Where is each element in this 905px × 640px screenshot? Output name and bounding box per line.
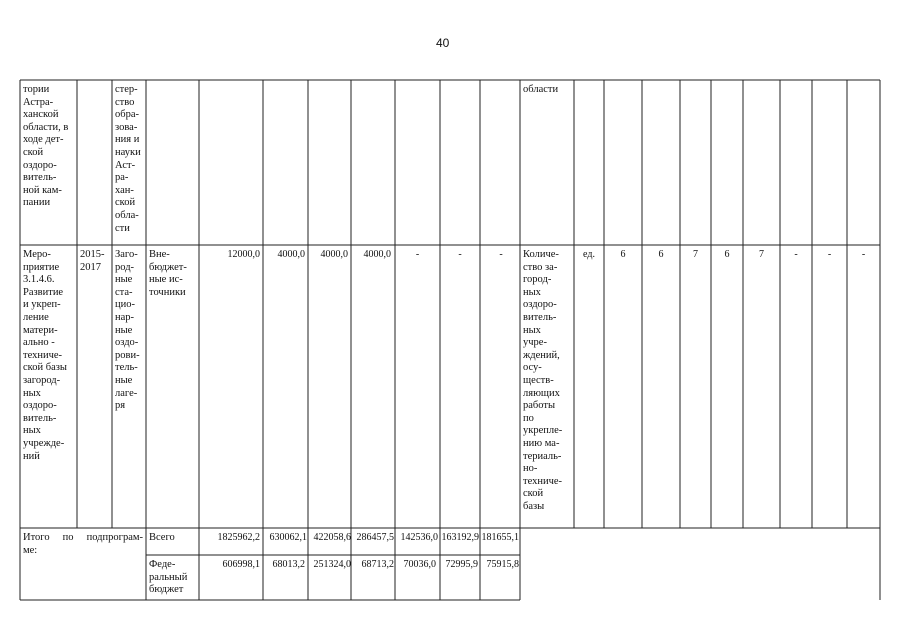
total-row-y2018: 163192,9: [441, 532, 479, 543]
federal-row-source: Феде- ральный бюджет: [149, 559, 188, 596]
federal-row-y2017: 70036,0: [403, 559, 436, 570]
total-row-y2014: 630062,1: [269, 532, 307, 543]
row1-indicator-cell: области: [523, 84, 559, 95]
row2-v2017: 6: [724, 249, 730, 260]
row2-y2018: -: [458, 249, 462, 260]
row2-total: 12000,0: [227, 249, 260, 260]
federal-row-y2018: 72995,9: [445, 559, 478, 570]
row2-v2020: -: [827, 249, 832, 260]
row2-v2016: 7: [693, 249, 698, 260]
row2-v2021: -: [861, 249, 866, 260]
page-number: 40: [436, 36, 450, 50]
row2-v2014: 6: [620, 249, 626, 260]
row2-event-cell: Меро- приятие 3.1.4.6. Развитие и укреп- ление матери- ально - техниче- ской базы загород- ных оздоро- витель- ных учрежде- ний: [23, 249, 67, 462]
row2-v2015: 6: [658, 249, 664, 260]
total-row-y2019: 181655,1: [481, 532, 519, 543]
row2-y2017: -: [415, 249, 420, 260]
total-row-label: Итого по подпрограм- ме:: [23, 532, 143, 556]
row2-executor-cell: Заго- род- ные ста- цио- нар- ные оздо- рови- тель- ные лаге- ря: [115, 249, 140, 412]
row2-v2019: -: [794, 249, 798, 260]
row2-unit: ед.: [583, 249, 595, 260]
row1-executor-cell: стер- ство обра- зова- ния и науки Аст- ра- хан- ской обла- сти: [115, 84, 141, 234]
total-row-y2017: 142536,0: [400, 532, 438, 543]
row2-y2015: 4000,0: [320, 249, 348, 260]
row2-y2019: -: [499, 249, 503, 260]
row2-source-cell: Вне- бюджет- ные ис- точники: [149, 249, 187, 298]
federal-row-y2014: 68013,2: [272, 559, 305, 570]
row2-indicator-cell: Количе- ство за- город- ных оздоро- витель- ных учре- ждений, осу- ществ- ляющих работы по укрепле- нию ма- териаль- но- техниче- ской базы: [523, 249, 563, 512]
total-row-total: 1825962,2: [217, 532, 260, 543]
row1-event-cell: тории Астра- ханской области, в ходе дет- ской оздоро- витель- ной кам- пании: [23, 84, 69, 209]
total-row-y2015: 422058,6: [313, 532, 351, 543]
row2-period-cell: 2015- 2017: [80, 249, 105, 273]
federal-row-y2019: 75915,8: [486, 559, 519, 570]
federal-row-total: 606998,1: [222, 559, 260, 570]
row2-y2016: 4000,0: [363, 249, 391, 260]
federal-row-y2015: 251324,0: [313, 559, 351, 570]
total-row-y2016: 286457,5: [356, 532, 394, 543]
row2-y2014: 4000,0: [277, 249, 305, 260]
row2-v2018: 7: [759, 249, 764, 260]
total-row-source: Всего: [149, 532, 175, 543]
federal-row-y2016: 68713,2: [361, 559, 394, 570]
